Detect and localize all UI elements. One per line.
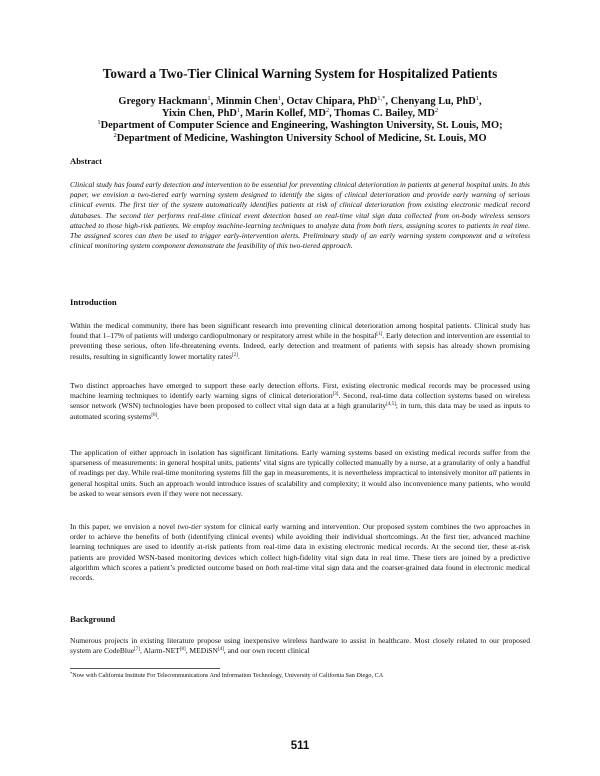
paragraph-text: system for clinical early warning and intervention. Our proposed system combines the two approaches in order to achieve the benefits of both (identifying clinical events) while avoiding their individual shortcomings. At the first tier, advanced machine learning techniques are used to identify at-risk patients from real-time data in existing electronic medical records. At the second tier, these at-risk patients are provided WSN-based monitoring devices which collect high-fidelity vital sign data in real time. These tiers are joined by a predictive algorithm which scores a patient’s predicted outcome based on xyxy=(70,522,531,572)
author-block xyxy=(40,96,560,145)
author-affiliation-mark: 1 xyxy=(277,95,282,102)
affiliation-line-1 xyxy=(40,120,560,132)
author-line-2 xyxy=(40,108,560,120)
footnote-divider xyxy=(70,668,220,669)
page-number: 511 xyxy=(290,740,310,752)
author-name: , Octav Chipara, PhD xyxy=(281,96,378,107)
author-name: , Minmin Chen xyxy=(210,96,278,107)
paragraph-text: Numerous projects in existing literature propose using inexpensive wireless hardware to assist in healthcare. Most closely related to our proposed system are CodeBlue xyxy=(70,636,530,656)
citation: [4,5] xyxy=(386,402,396,408)
paragraph-text: Two distinct approaches have emerged to support these early detection efforts. First, existing electronic medical records may be processed using machine learning techniques to identify early warning signs of clinical deterioration xyxy=(70,381,530,401)
paragraph-text: ; in turn, this data may be used as inputs to automated scoring systems xyxy=(70,401,530,421)
footnote-mark: * xyxy=(70,671,73,676)
affiliation-text: Department of Medicine, Washington University School of Medicine, St. Louis, MO xyxy=(116,132,487,144)
citation: [4] xyxy=(217,647,224,653)
affiliation-mark: 1 xyxy=(97,119,101,127)
footnote-text: Now with California Institute For Telecommunications And Information Technology, University of California San Diego, CA xyxy=(72,672,384,679)
citation: [8] xyxy=(179,647,186,653)
paragraph-text: . Second, real-time data collection systems based on wireless sensor network (WSN) technologies have been proposed to collect vital sign data at a high granularity xyxy=(70,391,530,411)
citation: [6] xyxy=(151,412,158,418)
intro-paragraph-4 xyxy=(70,522,530,583)
author-name: Yixin Chen, PhD xyxy=(161,108,237,120)
background-paragraph-1 xyxy=(70,636,530,656)
abstract-paragraph: Clinical study has found early detection and intervention to be essential for preventing clinical deterioration in patients at general hospital units. In this paper, we envision a two-tiered early warning system designed to identify the signs of clinical deterioration and provide early warning of serious clinical events. The first tier of the system automatically identifies patients at risk of clinical deterioration from existing electronic medical record databases. The second tier performs real-time clinical event detection based on real-time vital sign data collected from on-body wireless sensors attached to those high-risk patients. We employ machine-learning techniques to analyze data from both tiers, assigning scores to patients in real time. The assigned scores can then be used to trigger early-intervention alerts. Preliminary study of an early warning system component and a wireless clinical monitoring system component demonstrate the feasibility of this two-tiered approach. xyxy=(70,180,530,251)
paragraph-text: . Early detection and intervention are essential to preventing these serious, often life-threatening events. Indeed, early detection and treatment of patients with sepsis has already shown promising results, resulting in significantly lower mortality rates xyxy=(70,331,531,361)
paragraph-text: , and our own recent clinical xyxy=(223,646,310,656)
author-affiliation-mark: 1 xyxy=(207,95,211,102)
author-separator: , xyxy=(479,96,482,107)
emphasis-text: all xyxy=(488,468,497,478)
author-name: , Thomas C. Bailey, MD xyxy=(329,108,435,120)
abstract-heading: Abstract xyxy=(70,156,102,166)
author-name: , Chenyang Lu, PhD xyxy=(385,96,476,107)
intro-paragraph-3 xyxy=(70,448,530,499)
affiliation-mark: 2 xyxy=(113,131,117,139)
intro-paragraph-2 xyxy=(70,381,530,422)
emphasis-text: two-tier xyxy=(177,522,202,531)
affiliation-line-2 xyxy=(40,133,560,145)
intro-paragraph-1 xyxy=(70,321,530,362)
author-name: Gregory Hackmann xyxy=(118,96,208,107)
footnote xyxy=(70,670,530,680)
affiliation-text: Department of Computer Science and Engineering, Washington University, St. Louis, MO; xyxy=(100,120,503,132)
paragraph-text: Within the medical community, there has been significant research into preventing clinical deterioration among hospital patients. Clinical study has found that 1–17% of patients will undergo cardiopulmonary or respiratory arrest while in the hospital xyxy=(70,321,530,341)
author-affiliation-mark: 1 xyxy=(475,95,480,102)
paragraph-text: , Alarm-NET xyxy=(139,646,180,656)
paper-title: Toward a Two-Tier Clinical Warning System for Hospitalized Patients xyxy=(102,66,498,81)
paragraph-text: The application of either approach in isolation has significant limitations. Early warning systems based on existing medical records suffer from the sparseness of measurements: in general hospital units, patients’ vital signs are typically collected manually by a nurse, at a granularity of only a handful of readings per day. While real-time monitoring systems fill the gap in measurements, it is nevertheless impractical to intensively monitor xyxy=(70,448,530,478)
author-line-1 xyxy=(40,96,560,108)
paragraph-text: patients in general hospital units. Such an approach would introduce issues of scalability and complexity; it would also inconvenience many patients, who would be asked to wear sensors even if they were not necessary. xyxy=(70,468,530,498)
paragraph-text: In this paper, we envision a novel xyxy=(70,522,178,531)
author-affiliation-mark: 2 xyxy=(325,107,330,115)
citation: [7] xyxy=(134,647,140,653)
paragraph-text: . xyxy=(157,411,160,421)
introduction-heading: Introduction xyxy=(70,297,117,307)
author-affiliation-mark: 1 xyxy=(236,107,241,115)
background-heading: Background xyxy=(70,614,116,624)
paragraph-text: . xyxy=(237,351,240,361)
paragraph-text: , MEDiSN xyxy=(185,646,218,656)
author-affiliation-mark: 1,* xyxy=(377,95,386,102)
paragraph-text: real-time vital sign data and the coarser-grained data found in electronic medical records. xyxy=(70,562,530,583)
citation: [3] xyxy=(332,392,339,398)
author-affiliation-mark: 2 xyxy=(434,107,439,115)
emphasis-text: both xyxy=(265,562,280,572)
citation: [2] xyxy=(232,352,238,358)
author-name: , Marin Kollef, MD xyxy=(240,108,326,120)
citation: [1] xyxy=(376,332,383,338)
